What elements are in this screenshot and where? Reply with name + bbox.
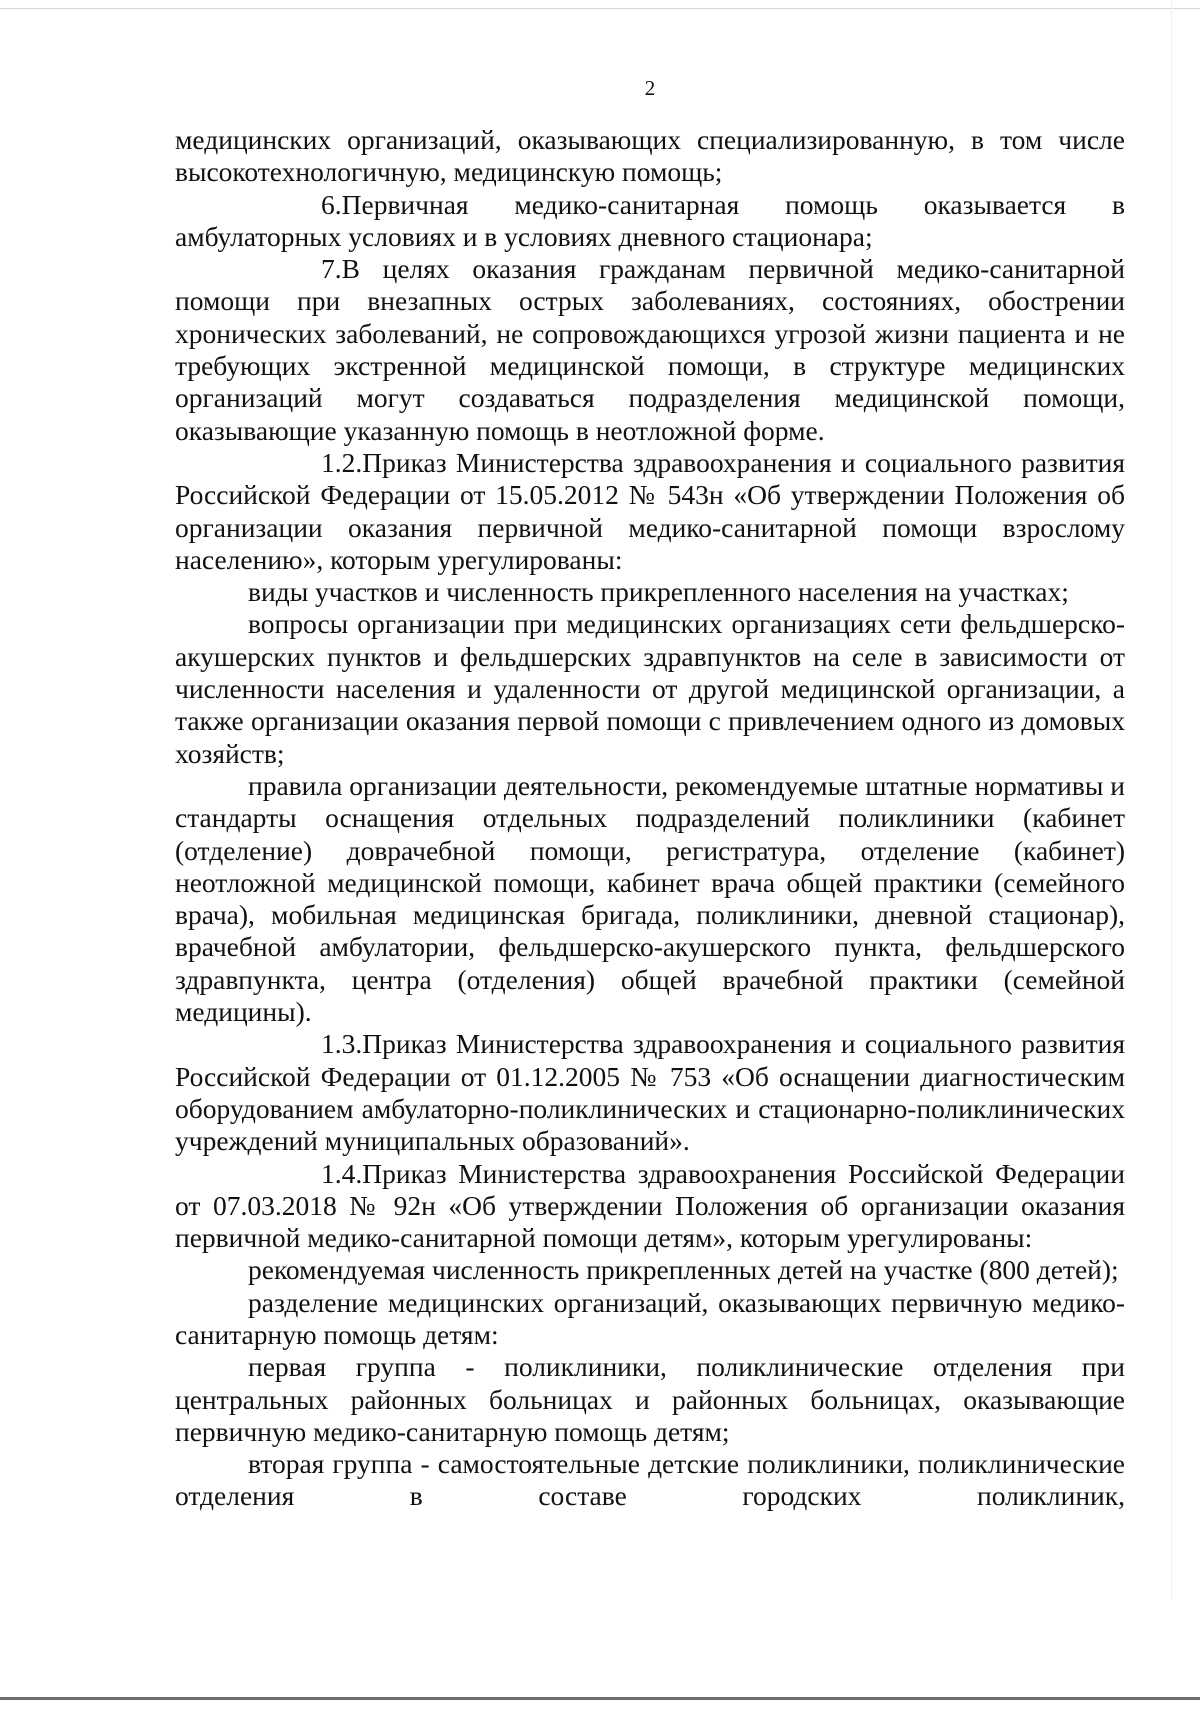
item-number: 7.	[321, 253, 342, 285]
paragraph-text: правила организации деятельности, рекомендуемые штатные нормативы и стандарты оснащения отдельных подразделений поликлиники (кабинет (отделение) доврачебной помощи, регистратура, отделение (кабинет) неотложной медицинской помощи, кабинет врача общей практики (семейного врача), мобильная медицинская бригада, поликлиники, дневной стационар), врачебной амбулатории, фельдшерско-акушерского пункта, фельдшерского здравпункта, центра (отделения) общей врачебной практики (семейной медицины).	[175, 769, 1125, 1028]
paragraph-list-item	[175, 770, 1125, 1028]
paragraph-list-item	[175, 576, 1125, 608]
paragraph-text: Приказ Министерства здравоохранения Российской Федерации от 07.03.2018 № 92н «Об утверждении Положения об организации оказания первичной медико-санитарной помощи детям», которым урегулированы:	[175, 1157, 1125, 1254]
paragraph-list-item	[175, 1287, 1125, 1352]
paragraph-list-item	[175, 1351, 1125, 1448]
paragraph-list-item	[175, 1254, 1125, 1286]
item-number: 6.	[321, 188, 342, 220]
paragraph-list-item	[175, 608, 1125, 769]
paragraph-list-item	[175, 1448, 1125, 1513]
scan-right-edge	[1171, 0, 1172, 1600]
page-number: 2	[644, 76, 656, 100]
paragraph-text: разделение медицинских организаций, оказывающих первичную медико-санитарную помощь детям:	[175, 1286, 1125, 1350]
section-number: 1.4.	[321, 1157, 363, 1189]
scan-bottom-edge	[0, 1697, 1200, 1700]
section-number: 1.3.	[321, 1028, 363, 1060]
paragraph-text: вопросы организации при медицинских организациях сети фельдшерско-акушерских пунктов и фельдшерских здравпунктов на селе в зависимости от численности населения и удаленности от другой медицинской организации, а также организации оказания первой помощи с привлечением одного из домовых хозяйств;	[175, 608, 1125, 769]
paragraph-section-1-4	[175, 1158, 1125, 1255]
paragraph-item-7	[175, 253, 1125, 447]
document-body	[175, 124, 1125, 1513]
paragraph-text: рекомендуемая численность прикрепленных детей на участке (800 детей);	[248, 1254, 1119, 1286]
paragraph-item-6	[175, 189, 1125, 254]
paragraph-text: вторая группа - самостоятельные детские поликлиники, поликлинические отделения в составе городских поликлиник,	[175, 1448, 1125, 1512]
paragraph-text: Приказ Министерства здравоохранения и социального развития Российской Федерации от 01.12.2005 № 753 «Об оснащении диагностическим оборудованием амбулаторно-поликлинических и стационарно-поликлинических учреждений муниципальных образований».	[175, 1028, 1125, 1157]
paragraph-text: Приказ Министерства здравоохранения и социального развития Российской Федерации от 15.05.2012 № 543н «Об утверждении Положения об организации оказания первичной медико-санитарной помощи взрослому населению», которым урегулированы:	[175, 446, 1125, 575]
paragraph-text: первая группа - поликлиники, поликлинические отделения при центральных районных больницах и районных больницах, оказывающие первичную медико-санитарную помощь детям;	[175, 1351, 1125, 1447]
paragraph-text: Первичная медико-санитарная помощь оказывается в амбулаторных условиях и в условиях дневного стационара;	[175, 188, 1125, 252]
paragraph-continuation	[175, 124, 1125, 189]
paragraph-text: виды участков и численность прикрепленного населения на участках;	[248, 576, 1069, 608]
paragraph-section-1-3	[175, 1028, 1125, 1157]
paragraph-section-1-2	[175, 447, 1125, 576]
paragraph-text: В целях оказания гражданам первичной медико-санитарной помощи при внезапных острых заболеваниях, состояниях, обострении хронических заболеваний, не сопровождающихся угрозой жизни пациента и не требующих экстренной медицинской помощи, в структуре медицинских организаций могут создаваться подразделения медицинской помощи, оказывающие указанную помощь в неотложной форме.	[175, 253, 1125, 446]
section-number: 1.2.	[321, 446, 363, 478]
paragraph-text: медицинских организаций, оказывающих специализированную, в том числе высокотехнологичную, медицинскую помощь;	[175, 124, 1125, 188]
scan-top-edge	[0, 8, 1200, 9]
